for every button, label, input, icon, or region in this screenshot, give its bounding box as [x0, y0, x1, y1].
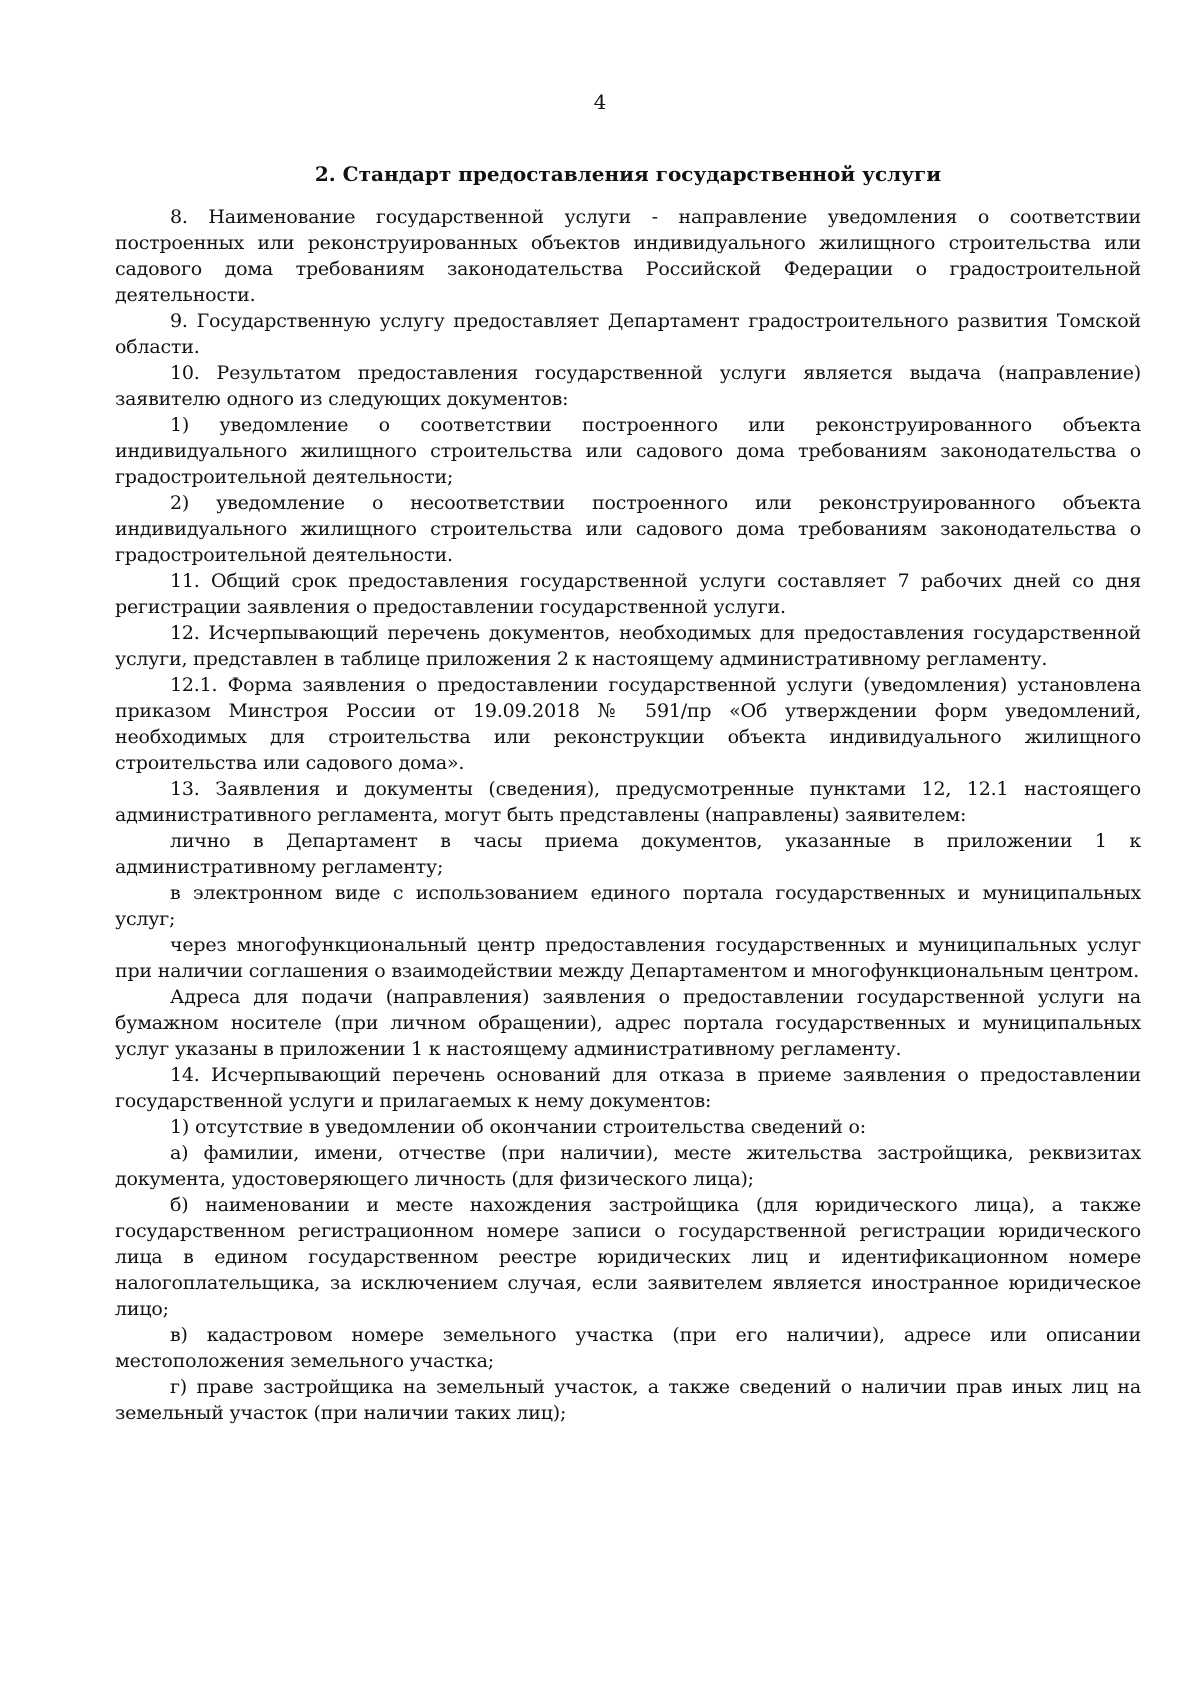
paragraph-12-1: 12.1. Форма заявления о предоставлении государственной услуги (уведомления) установлена приказом Минстроя России от 19.09.2018 № 591/пр «Об утверждении форм уведомлений, необходимых для строительства или реконструкции объекта индивидуального жилищного строительства или садового дома».: [115, 674, 1141, 774]
document-body: [115, 204, 1141, 1426]
paragraph-13-option-in-person: лично в Департамент в часы приема документов, указанные в приложении 1 к административному регламенту;: [115, 830, 1141, 878]
paragraph-14-item-1v: в) кадастровом номере земельного участка (при его наличии), адресе или описании местоположения земельного участка;: [115, 1324, 1141, 1372]
paragraph-14-item-1: 1) отсутствие в уведомлении об окончании строительства сведений о:: [170, 1116, 866, 1138]
paragraph-13: 13. Заявления и документы (сведения), предусмотренные пунктами 12, 12.1 настоящего административного регламента, могут быть представлены (направлены) заявителем:: [115, 778, 1141, 826]
paragraph-14-item-1b: б) наименовании и месте нахождения застройщика (для юридического лица), а также государственном регистрационном номере записи о государственной регистрации юридического лица в едином государственном реестре юридических лиц и идентификационном номере налогоплательщика, за исключением случая, если заявителем является иностранное юридическое лицо;: [115, 1194, 1141, 1320]
paragraph-12: 12. Исчерпывающий перечень документов, необходимых для предоставления государственной услуги, представлен в таблице приложения 2 к настоящему административному регламенту.: [115, 622, 1141, 670]
paragraph-9: 9. Государственную услугу предоставляет Департамент градостроительного развития Томской области.: [115, 310, 1141, 358]
paragraph-addresses: Адреса для подачи (направления) заявления о предоставлении государственной услуги на бумажном носителе (при личном обращении), адрес портала государственных и муниципальных услуг указаны в приложении 1 к настоящему административному регламенту.: [115, 986, 1141, 1060]
paragraph-10-item-2: 2) уведомление о несоответствии построенного или реконструированного объекта индивидуального жилищного строительства или садового дома требованиям законодательства о градостроительной деятельности.: [115, 492, 1141, 566]
paragraph-8: 8. Наименование государственной услуги - направление уведомления о соответствии построенных или реконструированных объектов индивидуального жилищного строительства или садового дома требованиям законодательства Российской Федерации о градостроительной деятельности.: [115, 206, 1141, 306]
paragraph-10: 10. Результатом предоставления государственной услуги является выдача (направление) заявителю одного из следующих документов:: [115, 362, 1141, 410]
paragraph-14-item-1g: г) праве застройщика на земельный участок, а также сведений о наличии прав иных лиц на земельный участок (при наличии таких лиц);: [115, 1376, 1141, 1424]
paragraph-14: 14. Исчерпывающий перечень оснований для отказа в приеме заявления о предоставлении государственной услуги и прилагаемых к нему документов:: [115, 1064, 1141, 1112]
paragraph-11: 11. Общий срок предоставления государственной услуги составляет 7 рабочих дней со дня регистрации заявления о предоставлении государственной услуги.: [115, 570, 1141, 618]
page-number: 4: [593, 90, 607, 114]
paragraph-13-option-electronic: в электронном виде с использованием единого портала государственных и муниципальных услуг;: [115, 882, 1141, 930]
paragraph-10-item-1: 1) уведомление о соответствии построенного или реконструированного объекта индивидуального жилищного строительства или садового дома требованиям законодательства о градостроительной деятельности;: [115, 414, 1141, 488]
paragraph-13-option-mfc: через многофункциональный центр предоставления государственных и муниципальных услуг при наличии соглашения о взаимодействии между Департаментом и многофункциональным центром.: [115, 934, 1141, 982]
section-title: 2. Стандарт предоставления государственной услуги: [314, 162, 942, 186]
paragraph-14-item-1a: а) фамилии, имени, отчестве (при наличии), месте жительства застройщика, реквизитах документа, удостоверяющего личность (для физического лица);: [115, 1142, 1141, 1190]
